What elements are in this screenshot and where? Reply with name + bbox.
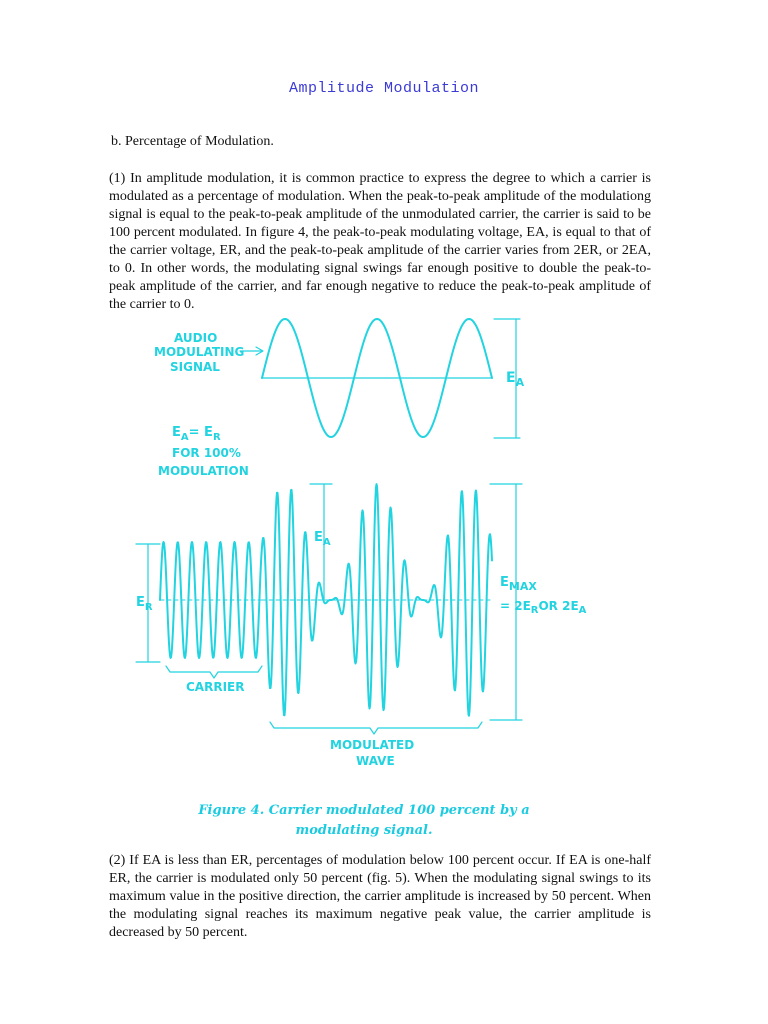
modulated-wave-label-line2: WAVE — [356, 754, 395, 768]
ea-right-label: $E_A$ — [506, 370, 525, 389]
modulated-bracket — [270, 722, 482, 734]
emax-label-line2: = $2E_ROR$ $2E_A$ — [500, 599, 587, 616]
paragraph-2: (2) If EA is less than ER, percentages of modulation below 100 percent occur. If EA is one-half ER, the carrier is modulated only 50 percent (fig. 5). When the modulating signal swings to its maximum value in the positive direction, the carrier amplitude is increased by 50 percent. When the modulating signal reaches its maximum negative peak value, the carrier amplitude is decreased by 50 percent. — [109, 853, 651, 940]
audio-label-line1: AUDIO — [174, 331, 218, 345]
audio-label-line3: SIGNAL — [170, 360, 220, 374]
modulation-figure — [0, 310, 768, 850]
ea-mid-label: $E_A$ — [314, 530, 331, 548]
modulated-wave-label-line1: MODULATED — [330, 738, 415, 752]
emax-label-line1: $E_{MAX}$ — [500, 575, 537, 593]
section-heading: b. Percentage of Modulation. — [111, 134, 274, 149]
figure-caption-line2: modulating signal. — [295, 823, 433, 838]
paragraph-1: (1) In amplitude modulation, it is common practice to express the degree to which a carrier is modulated as a percentage of modulation. When the peak-to-peak amplitude of the modulationg signal is equal to the peak-to-peak amplitude of the unmodulated carrier, the carrier is said to be 100 percent modulated. In figure 4, the peak-to-peak modulating voltage, EA, is equal to that of the carrier voltage, ER, and the peak-to-peak amplitude of the carrier varies from 2ER, or 2EA, to 0. In other words, the modulating signal swings far enough positive to double the peak-to-peak amplitude of the carrier, and far enough negative to reduce the peak-to-peak amplitude of the carrier to 0. — [109, 171, 651, 312]
for-100-label: FOR 100% — [172, 446, 241, 460]
modulation-label: MODULATION — [158, 464, 249, 478]
ea-equals-er-label: $E_A= E_R$ — [172, 425, 221, 443]
er-label: $E_R$ — [136, 595, 153, 613]
audio-label-line2: MODULATING — [154, 345, 245, 359]
figure-caption-line1: Figure 4. Carrier modulated 100 percent by a — [198, 803, 530, 818]
page-title: Amplitude Modulation — [288, 80, 480, 97]
carrier-label: CARRIER — [186, 680, 245, 694]
carrier-bracket — [166, 666, 262, 678]
